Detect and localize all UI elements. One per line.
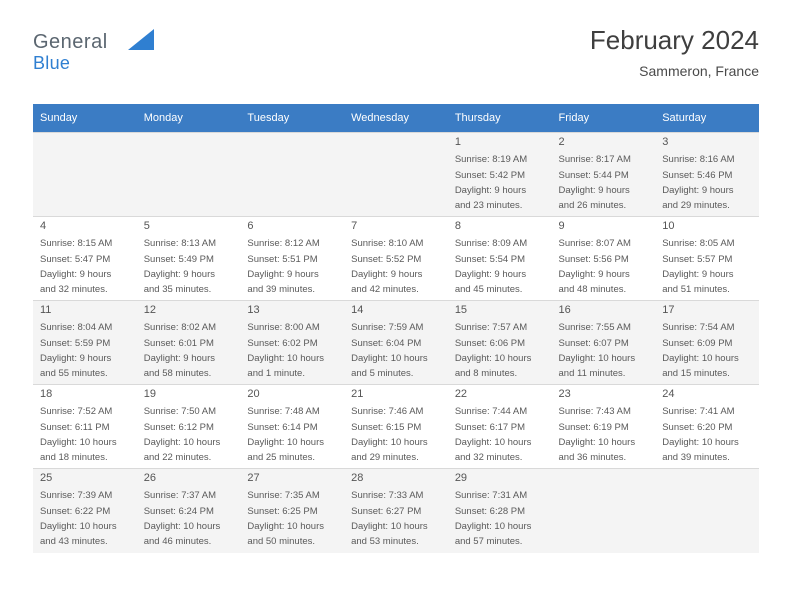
- day-number: 5: [143, 220, 150, 232]
- day-info-line: Sunrise: 7:41 AM: [662, 406, 735, 418]
- day-info-line: Sunset: 5:54 PM: [454, 253, 526, 265]
- day-info-line: Sunset: 6:22 PM: [40, 505, 111, 517]
- day-info-line: Daylight: 10 hours: [558, 352, 636, 364]
- day-info-line: Sunrise: 7:33 AM: [351, 490, 424, 502]
- calendar-week-row: [33, 301, 759, 385]
- day-info-line: Sunrise: 7:48 AM: [247, 406, 320, 418]
- day-number: 13: [247, 304, 260, 316]
- day-info-line: Sunrise: 7:46 AM: [351, 406, 424, 418]
- logo-general-text: General: [33, 31, 108, 53]
- day-number: 2: [558, 136, 565, 148]
- day-info-line: Daylight: 10 hours: [558, 436, 636, 448]
- day-number: 18: [40, 388, 53, 400]
- logo: [33, 32, 108, 72]
- day-info-line: and 1 minute.: [247, 368, 305, 380]
- day-info-line: Sunrise: 7:39 AM: [40, 490, 113, 502]
- day-info-line: Sunrise: 8:04 AM: [40, 322, 113, 334]
- day-number: 17: [662, 304, 675, 316]
- day-info-line: Sunrise: 8:13 AM: [143, 238, 217, 250]
- day-info-line: Sunset: 6:12 PM: [143, 421, 214, 433]
- day-sun-info: [559, 152, 650, 214]
- day-info-line: Sunset: 5:46 PM: [662, 169, 733, 181]
- day-info-line: Daylight: 9 hours: [558, 184, 630, 196]
- day-info-line: Sunrise: 7:44 AM: [454, 406, 528, 418]
- day-sun-info: [455, 404, 546, 466]
- day-sun-info: [144, 320, 235, 382]
- day-number: 12: [143, 304, 156, 316]
- day-number: 29: [454, 472, 468, 484]
- day-info-line: and 11 minutes.: [558, 368, 626, 380]
- day-number: 22: [454, 388, 468, 400]
- day-info-line: Sunrise: 7:52 AM: [40, 406, 113, 418]
- day-info-line: Sunset: 6:15 PM: [351, 421, 422, 433]
- day-info-line: Sunrise: 7:43 AM: [558, 406, 631, 418]
- page-title: February 2024: [589, 25, 759, 55]
- day-info-line: Sunset: 6:28 PM: [454, 505, 526, 517]
- day-info-line: and 5 minutes.: [351, 368, 414, 380]
- calendar-day-cell[interactable]: [448, 385, 552, 469]
- calendar-day-cell[interactable]: [240, 301, 344, 385]
- weekday-header-wednesday: Wednesday: [344, 104, 448, 133]
- day-info-line: Sunset: 5:42 PM: [454, 169, 526, 181]
- weekday-header-saturday: Saturday: [655, 104, 759, 133]
- calendar-day-cell[interactable]: [240, 469, 344, 553]
- day-info-line: Sunrise: 8:16 AM: [662, 154, 735, 166]
- day-info-line: and 55 minutes.: [40, 368, 108, 380]
- day-info-line: and 42 minutes.: [351, 284, 419, 296]
- day-info-line: Sunset: 5:59 PM: [40, 337, 111, 349]
- location-subtitle: Sammeron, France: [639, 62, 759, 79]
- day-number: 1: [454, 136, 461, 148]
- day-info-line: Sunset: 5:56 PM: [558, 253, 629, 265]
- day-info-line: Sunset: 6:25 PM: [247, 505, 318, 517]
- weekday-header-sunday: Sunday: [33, 104, 137, 133]
- calendar-day-cell[interactable]: [448, 469, 552, 553]
- day-sun-info: [455, 236, 546, 298]
- day-sun-info: [144, 488, 235, 550]
- calendar-week-row: [33, 217, 759, 301]
- calendar-day-cell[interactable]: [552, 133, 656, 217]
- day-number: 21: [351, 388, 364, 400]
- day-number: 9: [558, 220, 565, 232]
- day-info-line: Sunset: 6:09 PM: [662, 337, 733, 349]
- calendar-day-cell[interactable]: [552, 385, 656, 469]
- logo-triangle-icon: [128, 29, 154, 50]
- logo-blue-text: Blue: [33, 53, 71, 73]
- calendar-day-cell[interactable]: [448, 301, 552, 385]
- weekday-header-row: [33, 104, 759, 133]
- day-info-line: Sunset: 6:24 PM: [143, 505, 214, 517]
- calendar-week-row: [33, 385, 759, 469]
- day-info-line: Daylight: 10 hours: [454, 436, 532, 448]
- day-info-line: Daylight: 10 hours: [351, 520, 428, 532]
- day-info-line: Daylight: 9 hours: [40, 268, 112, 280]
- day-info-line: Sunset: 6:06 PM: [454, 337, 526, 349]
- day-info-line: and 36 minutes.: [558, 452, 627, 464]
- calendar-day-cell[interactable]: [655, 385, 759, 469]
- day-number: 25: [40, 472, 53, 484]
- day-info-line: Sunrise: 7:50 AM: [143, 406, 217, 418]
- calendar-day-cell[interactable]: [448, 217, 552, 301]
- day-info-line: Sunrise: 7:57 AM: [454, 322, 528, 334]
- day-number: 10: [662, 220, 675, 232]
- day-number: 7: [351, 220, 358, 232]
- day-number: 4: [40, 220, 47, 232]
- day-number: 6: [247, 220, 254, 232]
- day-info-line: Sunrise: 8:10 AM: [351, 238, 424, 250]
- day-info-line: Daylight: 9 hours: [143, 268, 215, 280]
- weekday-header-thursday: Thursday: [448, 104, 552, 133]
- day-info-line: Daylight: 9 hours: [558, 268, 630, 280]
- day-info-line: Sunrise: 8:00 AM: [247, 322, 320, 334]
- day-sun-info: [455, 152, 546, 214]
- day-number: 26: [143, 472, 156, 484]
- day-info-line: Sunrise: 8:17 AM: [558, 154, 631, 166]
- calendar-day-cell[interactable]: [137, 301, 241, 385]
- day-sun-info: [455, 488, 546, 550]
- day-info-line: Sunrise: 8:05 AM: [662, 238, 735, 250]
- day-info-line: Sunset: 6:01 PM: [143, 337, 214, 349]
- calendar-empty-cell: [240, 133, 344, 217]
- calendar-day-cell[interactable]: [344, 217, 448, 301]
- day-info-line: Daylight: 10 hours: [351, 352, 428, 364]
- day-number: 24: [662, 388, 675, 400]
- day-info-line: and 32 minutes.: [454, 452, 523, 464]
- day-info-line: Sunrise: 8:07 AM: [558, 238, 631, 250]
- day-sun-info: [559, 320, 650, 382]
- day-sun-info: [40, 404, 131, 466]
- day-sun-info: [351, 236, 442, 298]
- calendar-empty-cell: [33, 133, 137, 217]
- day-info-line: and 32 minutes.: [40, 284, 108, 296]
- day-info-line: Sunset: 6:27 PM: [351, 505, 422, 517]
- day-number: 8: [454, 220, 461, 232]
- day-info-line: and 46 minutes.: [143, 536, 212, 548]
- calendar-empty-cell: [655, 469, 759, 553]
- calendar-day-cell[interactable]: [552, 217, 656, 301]
- day-info-line: Daylight: 10 hours: [247, 520, 324, 532]
- day-number: 14: [351, 304, 364, 316]
- day-sun-info: [40, 488, 131, 550]
- day-info-line: Daylight: 10 hours: [143, 520, 221, 532]
- day-info-line: and 45 minutes.: [454, 284, 523, 296]
- day-info-line: and 43 minutes.: [40, 536, 108, 548]
- day-info-line: Sunrise: 8:15 AM: [40, 238, 113, 250]
- day-info-line: Sunset: 6:02 PM: [247, 337, 318, 349]
- weekday-header-friday: Friday: [552, 104, 656, 133]
- day-sun-info: [351, 488, 442, 550]
- calendar-day-cell[interactable]: [655, 133, 759, 217]
- day-info-line: and 53 minutes.: [351, 536, 419, 548]
- day-info-line: Sunrise: 7:31 AM: [454, 490, 528, 502]
- calendar-day-cell[interactable]: [137, 469, 241, 553]
- day-info-line: Daylight: 10 hours: [454, 352, 532, 364]
- day-sun-info: [559, 404, 650, 466]
- page-header: [33, 0, 759, 79]
- calendar-day-cell[interactable]: [655, 301, 759, 385]
- day-sun-info: [351, 320, 442, 382]
- day-info-line: Sunset: 5:51 PM: [247, 253, 318, 265]
- day-sun-info: [144, 236, 235, 298]
- title-block: [590, 26, 759, 79]
- calendar-day-cell[interactable]: [33, 301, 137, 385]
- day-info-line: Sunset: 5:57 PM: [662, 253, 733, 265]
- day-sun-info: [247, 236, 338, 298]
- calendar-day-cell[interactable]: [137, 385, 241, 469]
- calendar-day-cell[interactable]: [344, 385, 448, 469]
- day-info-line: and 35 minutes.: [143, 284, 212, 296]
- day-info-line: and 39 minutes.: [247, 284, 316, 296]
- day-number: 3: [662, 136, 669, 148]
- calendar-day-cell[interactable]: [33, 469, 137, 553]
- day-info-line: Sunset: 6:04 PM: [351, 337, 422, 349]
- day-sun-info: [662, 236, 753, 298]
- day-info-line: Daylight: 10 hours: [351, 436, 428, 448]
- day-info-line: Daylight: 10 hours: [662, 352, 739, 364]
- day-info-line: and 15 minutes.: [662, 368, 730, 380]
- day-number: 20: [247, 388, 260, 400]
- day-sun-info: [40, 320, 131, 382]
- day-sun-info: [455, 320, 546, 382]
- calendar-body: [33, 133, 759, 553]
- day-info-line: Sunrise: 8:09 AM: [454, 238, 528, 250]
- calendar-day-cell[interactable]: [240, 385, 344, 469]
- calendar-week-row: [33, 469, 759, 553]
- day-info-line: Sunset: 6:07 PM: [558, 337, 629, 349]
- day-info-line: Sunset: 5:44 PM: [558, 169, 629, 181]
- day-number: 11: [40, 304, 52, 316]
- day-info-line: and 50 minutes.: [247, 536, 316, 548]
- day-info-line: and 48 minutes.: [558, 284, 627, 296]
- day-number: 16: [558, 304, 571, 316]
- day-info-line: Daylight: 9 hours: [143, 352, 215, 364]
- calendar-day-cell[interactable]: [655, 217, 759, 301]
- day-info-line: Daylight: 9 hours: [662, 268, 734, 280]
- calendar-day-cell[interactable]: [552, 301, 656, 385]
- day-info-line: and 23 minutes.: [454, 200, 523, 212]
- day-info-line: Daylight: 10 hours: [40, 520, 117, 532]
- day-sun-info: [662, 404, 753, 466]
- day-info-line: and 57 minutes.: [454, 536, 523, 548]
- day-info-line: and 18 minutes.: [40, 452, 108, 464]
- day-info-line: Sunrise: 8:02 AM: [143, 322, 217, 334]
- calendar-day-cell[interactable]: [344, 301, 448, 385]
- day-number: 28: [351, 472, 364, 484]
- day-info-line: Daylight: 10 hours: [454, 520, 532, 532]
- day-info-line: Daylight: 10 hours: [247, 436, 324, 448]
- day-number: 23: [558, 388, 571, 400]
- day-info-line: and 25 minutes.: [247, 452, 316, 464]
- day-info-line: and 29 minutes.: [351, 452, 419, 464]
- day-info-line: and 39 minutes.: [662, 452, 730, 464]
- day-info-line: Sunset: 6:19 PM: [558, 421, 629, 433]
- day-info-line: Sunrise: 7:35 AM: [247, 490, 320, 502]
- day-info-line: Sunset: 6:20 PM: [662, 421, 733, 433]
- day-info-line: Sunset: 5:52 PM: [351, 253, 422, 265]
- day-info-line: Daylight: 9 hours: [454, 184, 527, 196]
- day-info-line: Daylight: 9 hours: [454, 268, 527, 280]
- day-sun-info: [662, 152, 753, 214]
- day-sun-info: [247, 404, 338, 466]
- day-info-line: and 51 minutes.: [662, 284, 730, 296]
- day-info-line: Daylight: 9 hours: [247, 268, 319, 280]
- day-info-line: Sunrise: 7:37 AM: [143, 490, 217, 502]
- day-info-line: Sunrise: 7:54 AM: [662, 322, 735, 334]
- day-number: 15: [454, 304, 468, 316]
- day-info-line: Sunset: 6:17 PM: [454, 421, 526, 433]
- day-info-line: Sunset: 6:14 PM: [247, 421, 318, 433]
- day-info-line: Daylight: 10 hours: [662, 436, 739, 448]
- day-info-line: and 58 minutes.: [143, 368, 212, 380]
- day-info-line: Sunset: 6:11 PM: [40, 421, 110, 433]
- day-info-line: Daylight: 10 hours: [40, 436, 117, 448]
- day-info-line: Sunrise: 8:12 AM: [247, 238, 320, 250]
- calendar-day-cell[interactable]: [344, 469, 448, 553]
- day-sun-info: [144, 404, 235, 466]
- day-number: 19: [143, 388, 156, 400]
- day-sun-info: [559, 236, 650, 298]
- calendar-table: [33, 104, 759, 553]
- day-info-line: Sunrise: 8:19 AM: [454, 154, 528, 166]
- calendar-day-cell[interactable]: [33, 217, 137, 301]
- calendar-day-cell[interactable]: [137, 217, 241, 301]
- day-info-line: Sunrise: 7:55 AM: [558, 322, 631, 334]
- day-sun-info: [662, 320, 753, 382]
- day-info-line: Daylight: 9 hours: [351, 268, 423, 280]
- day-info-line: Sunset: 5:47 PM: [40, 253, 111, 265]
- calendar-week-row: [33, 133, 759, 217]
- day-info-line: Daylight: 9 hours: [662, 184, 734, 196]
- day-info-line: Sunrise: 7:59 AM: [351, 322, 424, 334]
- day-sun-info: [247, 488, 338, 550]
- day-info-line: and 26 minutes.: [558, 200, 627, 212]
- calendar-day-cell[interactable]: [33, 385, 137, 469]
- day-info-line: Daylight: 10 hours: [247, 352, 324, 364]
- day-number: 27: [247, 472, 260, 484]
- day-sun-info: [40, 236, 131, 298]
- calendar-empty-cell: [344, 133, 448, 217]
- day-sun-info: [351, 404, 442, 466]
- day-sun-info: [247, 320, 338, 382]
- calendar-empty-cell: [137, 133, 241, 217]
- day-info-line: Sunset: 5:49 PM: [143, 253, 214, 265]
- weekday-header-monday: Monday: [137, 104, 241, 133]
- calendar-day-cell[interactable]: [448, 133, 552, 217]
- day-info-line: and 29 minutes.: [662, 200, 730, 212]
- day-info-line: Daylight: 10 hours: [143, 436, 221, 448]
- weekday-header-tuesday: Tuesday: [240, 104, 344, 133]
- day-info-line: Daylight: 9 hours: [40, 352, 112, 364]
- day-info-line: and 8 minutes.: [454, 368, 518, 380]
- day-info-line: and 22 minutes.: [143, 452, 212, 464]
- calendar-empty-cell: [552, 469, 656, 553]
- calendar-day-cell[interactable]: [240, 217, 344, 301]
